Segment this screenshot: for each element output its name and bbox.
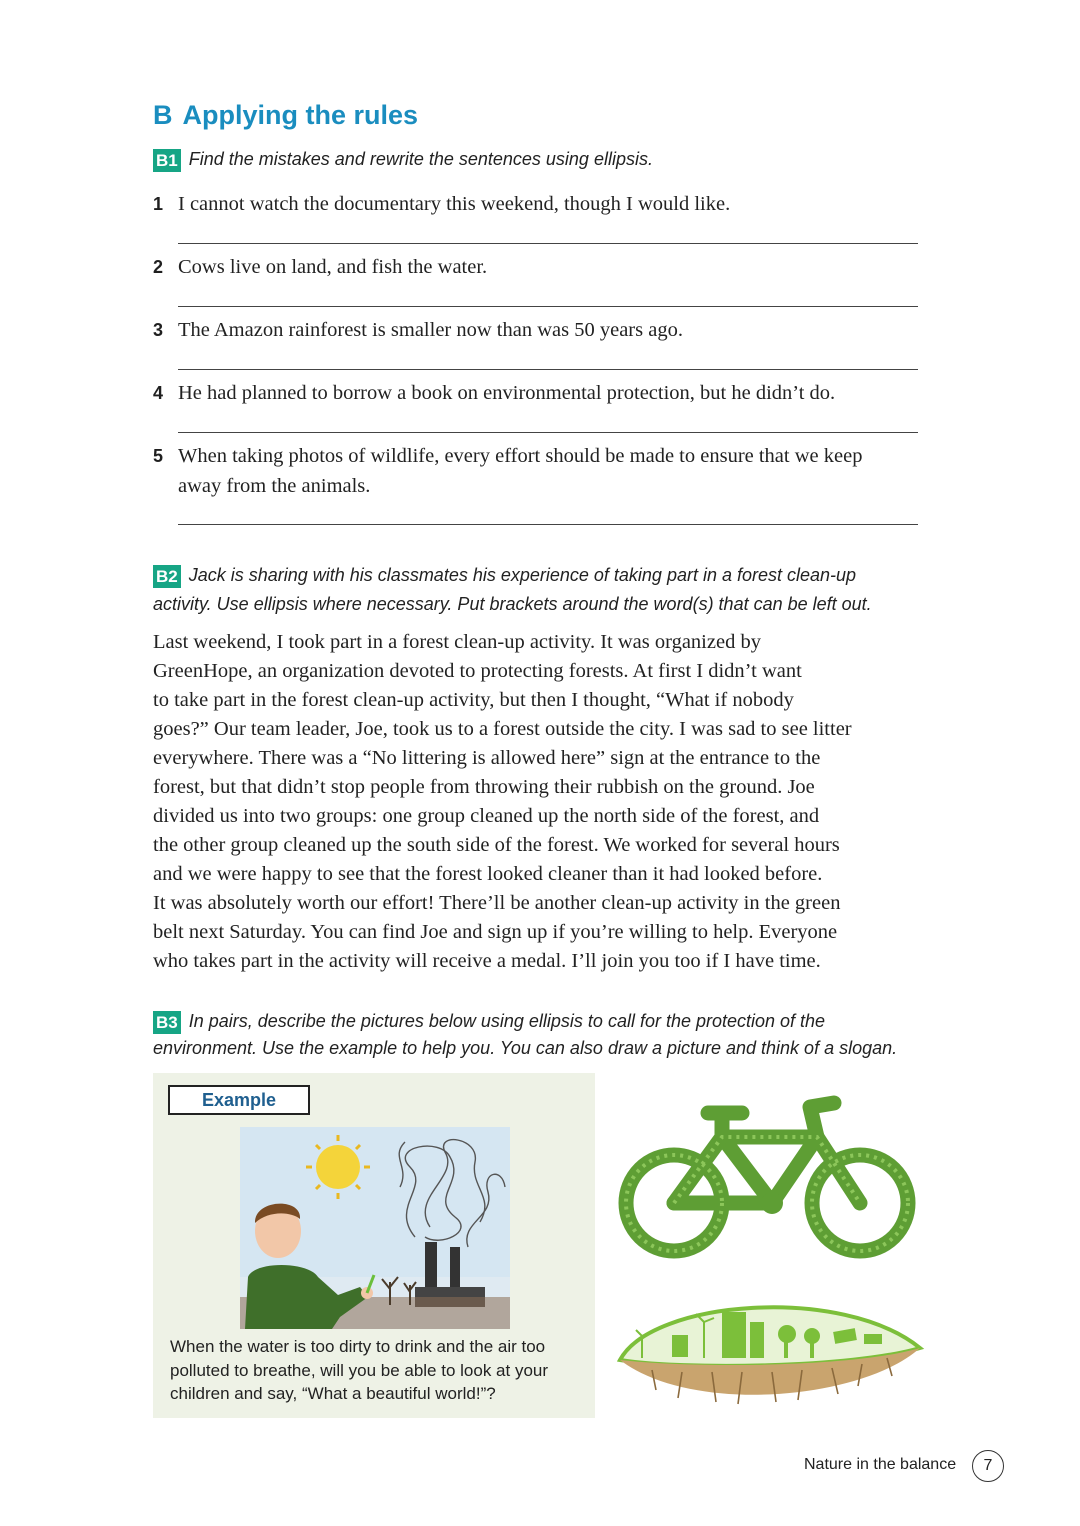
example-caption [170, 1335, 590, 1406]
item-number: 5 [153, 446, 164, 466]
passage-line: and we were happy to see that the forest looked cleaner than it had looked before. [153, 863, 823, 885]
exercise-item-5 [153, 441, 903, 501]
passage-line: goes?” Our team leader, Joe, took us to a forest outside the city. I was sad to see litter [153, 718, 852, 740]
exercise-item-3 [153, 315, 933, 345]
b3-badge: B3 [153, 1011, 181, 1034]
item-number: 2 [153, 257, 164, 277]
passage-line: divided us into two groups: one group cleaned up the north side of the forest, and [153, 805, 820, 827]
bicycle-icon [626, 1103, 908, 1251]
answer-line-3[interactable] [178, 369, 918, 370]
item-number: 4 [153, 383, 164, 403]
item-sentence: Cows live on land, and fish the water. [178, 256, 488, 278]
page-number: 7 [972, 1450, 1004, 1482]
example-panel [153, 1073, 595, 1418]
example-label: Example [168, 1085, 310, 1115]
passage-line: to take part in the forest clean-up activity, but then I thought, “What if nobody [153, 689, 794, 711]
pedal-hub [761, 1192, 783, 1214]
footer-chapter-title: Nature in the balance [804, 1456, 957, 1473]
exercise-item-2 [153, 252, 933, 282]
passage-line: the other group cleaned up the south side of the forest. We worked for several hours [153, 834, 840, 856]
b2-instruction-line-2: activity. Use ellipsis where necessary. Put brackets around the word(s) that can be left out. [153, 594, 872, 614]
item-sentence: I cannot watch the documentary this weekend, though I would like. [178, 193, 731, 215]
answer-line-1[interactable] [178, 243, 918, 244]
answer-line-5[interactable] [178, 524, 918, 525]
section-letter: B [153, 100, 173, 130]
caption-line: When the water is too dirty to drink and the air too [170, 1337, 546, 1356]
passage-line: who takes part in the activity will receive a medal. I’ll join you too if I have time. [153, 950, 821, 972]
b2-passage [153, 628, 933, 976]
answer-line-2[interactable] [178, 306, 918, 307]
b1-instruction: Find the mistakes and rewrite the sentences using ellipsis. [188, 149, 653, 169]
sun-icon [316, 1145, 360, 1189]
boy-drawing-picture [240, 1127, 510, 1329]
b1-badge: B1 [153, 149, 181, 172]
item-sentence: When taking photos of wildlife, every effort should be made to ensure that we keep away from the animals. [178, 445, 863, 497]
caption-line: children and say, “What a beautiful world!”? [170, 1384, 496, 1403]
b3-task-header [153, 1007, 943, 1060]
item-sentence: The Amazon rainforest is smaller now than was 50 years ago. [178, 319, 683, 341]
answer-line-4[interactable] [178, 432, 918, 433]
green-bicycle-picture [612, 1085, 927, 1260]
item-number: 1 [153, 194, 164, 214]
item-number: 3 [153, 320, 164, 340]
leaf-city-picture [612, 1290, 927, 1420]
section-title: Applying the rules [182, 100, 419, 130]
passage-line: GreenHope, an organization devoted to protecting forests. At first I didn’t want [153, 660, 802, 682]
passage-line: forest, but that didn’t stop people from throwing their rubbish on the ground. Joe [153, 776, 815, 798]
passage-line: everywhere. There was a “No littering is allowed here” sign at the entrance to the [153, 747, 821, 769]
b2-task-header [153, 561, 933, 619]
exercise-item-1 [153, 189, 933, 219]
b2-badge: B2 [153, 565, 181, 588]
item-sentence: He had planned to borrow a book on environmental protection, but he didn’t do. [178, 382, 836, 404]
passage-line: belt next Saturday. You can find Joe and sign up if you’re willing to help. Everyone [153, 921, 838, 943]
section-heading [153, 100, 418, 131]
exercise-item-4 [153, 378, 933, 408]
passage-line: It was absolutely worth our effort! There’ll be another clean-up activity in the green [153, 892, 841, 914]
b1-task-header [153, 145, 653, 174]
caption-line: polluted to breathe, will you be able to look at your [170, 1360, 549, 1380]
passage-line: Last weekend, I took part in a forest clean-up activity. It was organized by [153, 631, 761, 653]
b2-instruction-line-1: Jack is sharing with his classmates his experience of taking part in a forest clean-up [188, 565, 857, 585]
b3-instruction-line-2: environment. Use the example to help you. You can also draw a picture and think of a slogan. [153, 1038, 898, 1058]
b3-instruction-line-1: In pairs, describe the pictures below using ellipsis to call for the protection of the [188, 1011, 826, 1031]
